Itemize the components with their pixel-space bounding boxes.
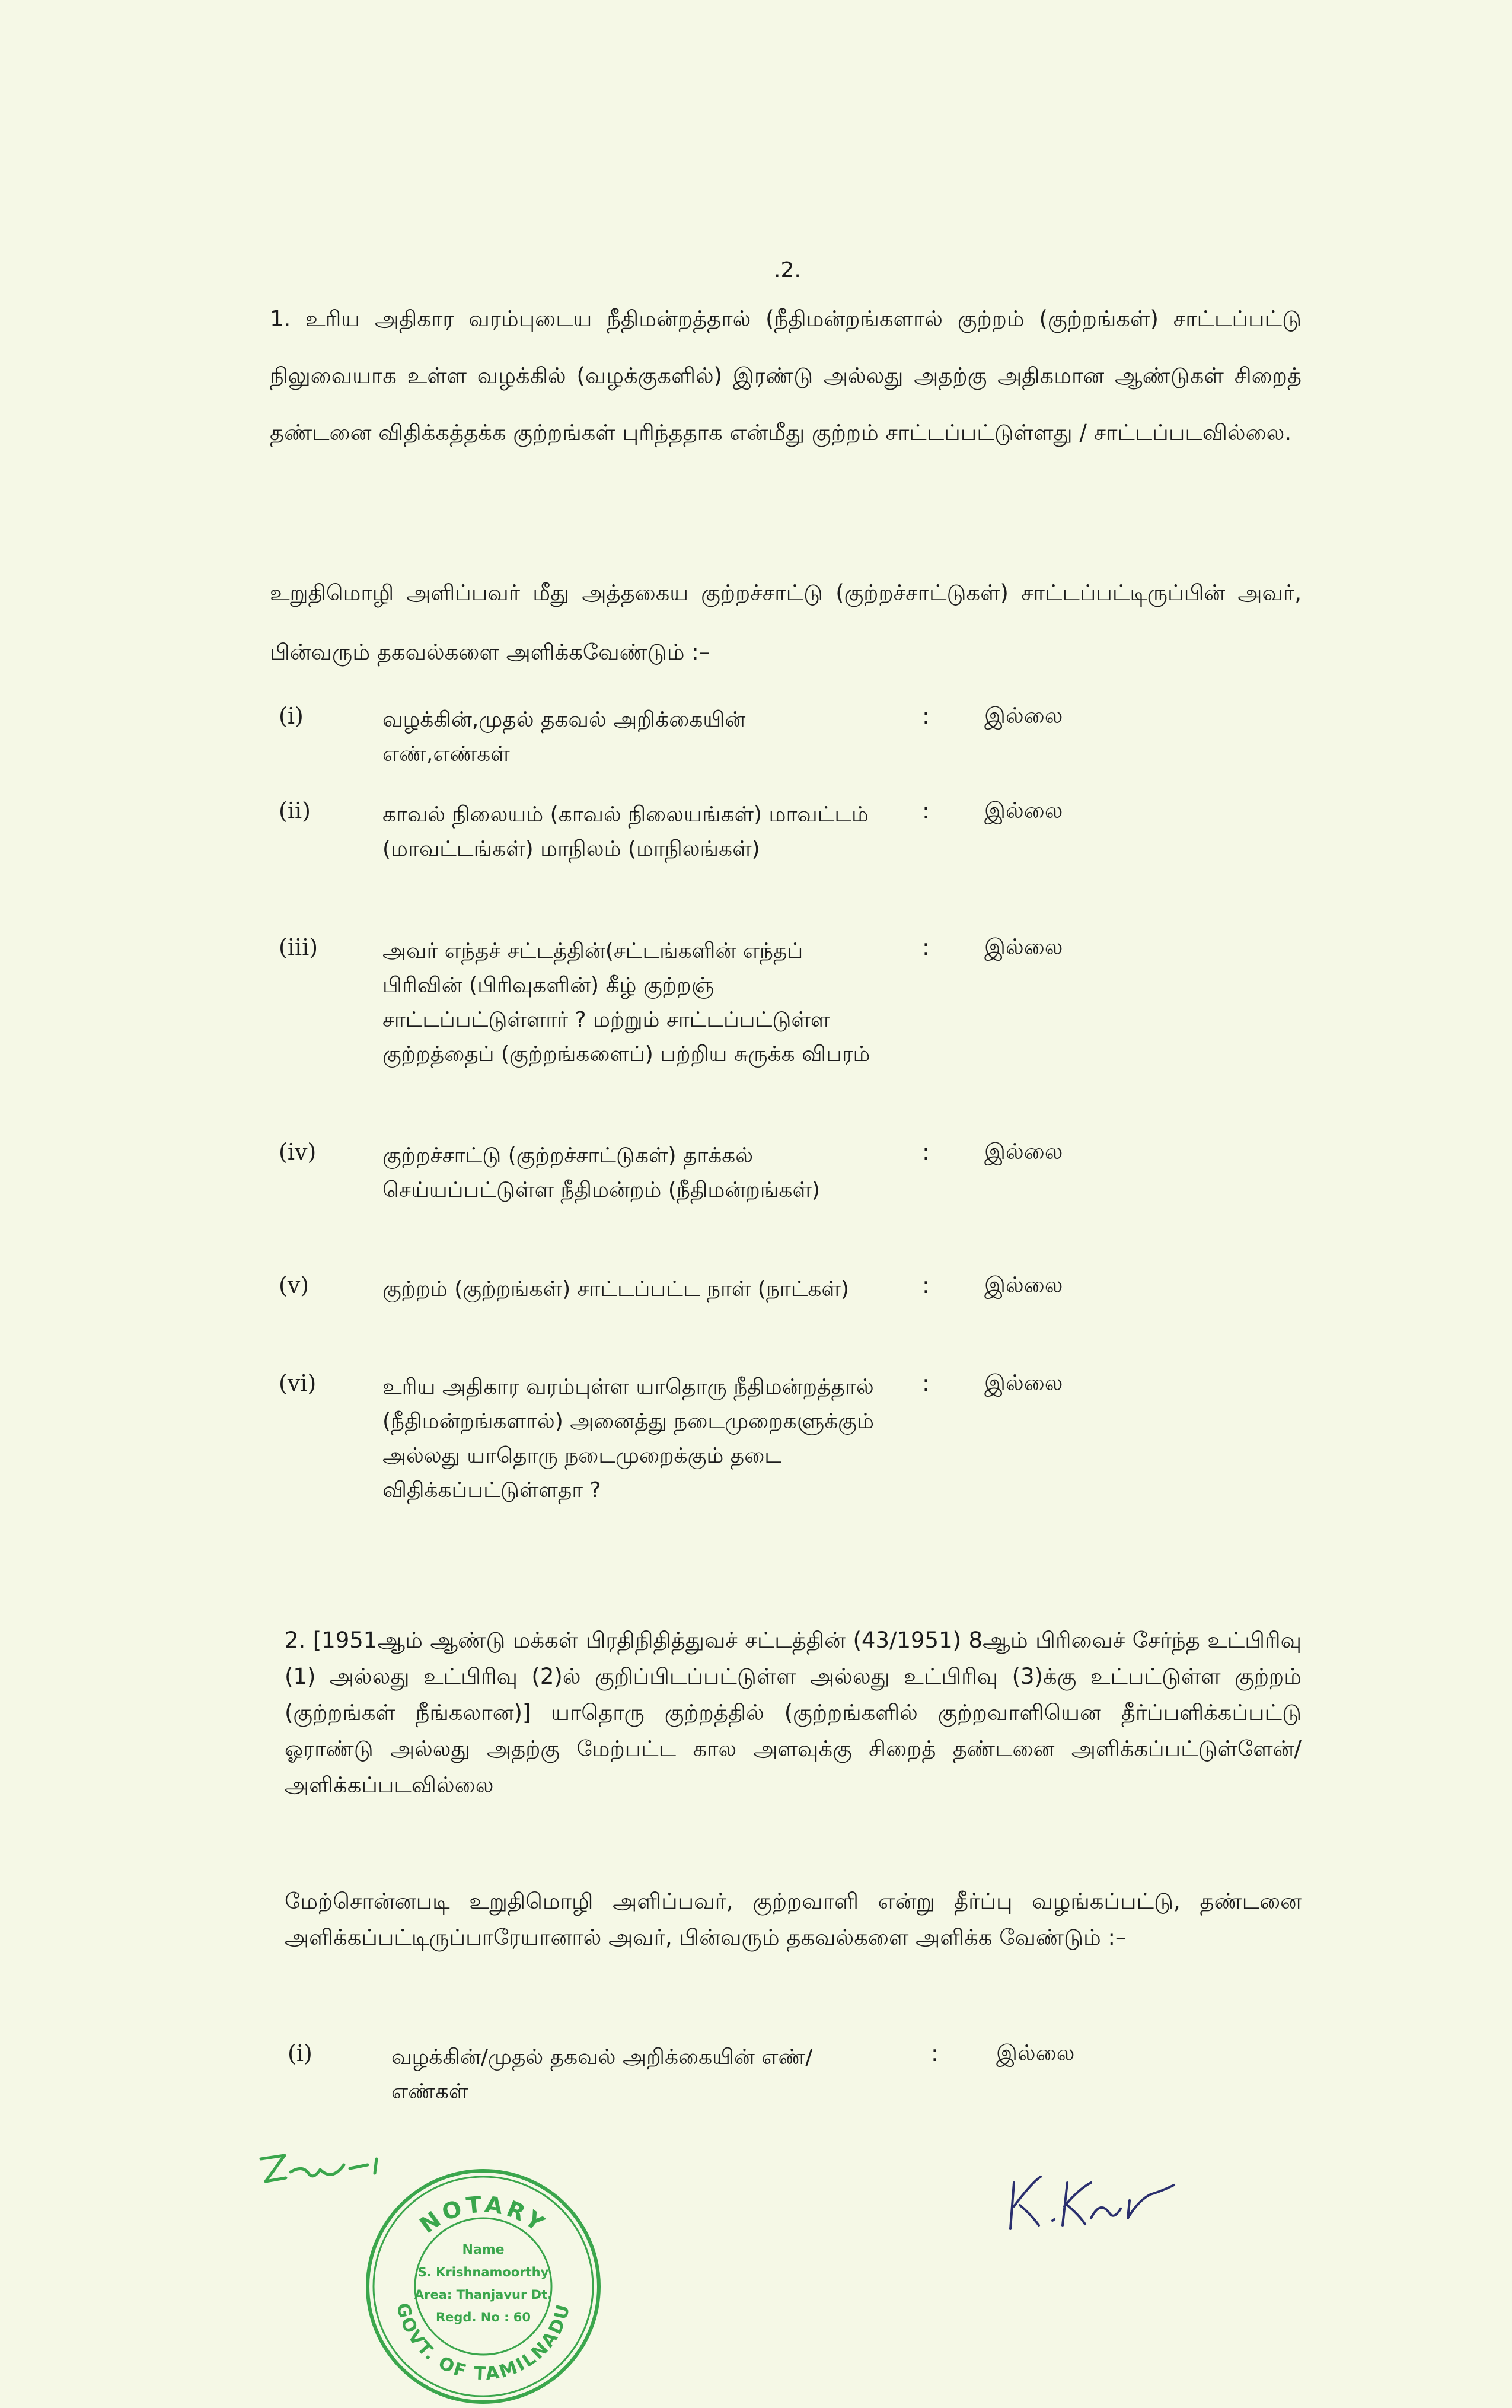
item-label: அவர் எந்தச் சட்டத்தின்(சட்டங்களின் எந்தப் பிரிவின் (பிரிவுகளின்) கீழ் குற்றஞ் சாட்டப்பட்டுள்ளார் ? மற்றும் சாட்டப்பட்டுள்ள குற்றத்தைப் (குற்றங்களைப்) பற்றிய சுருக்க விபரம் xyxy=(382,939,870,1066)
svg-text:NOTARY xyxy=(415,2191,552,2238)
item-label: குற்றச்சாட்டு (குற்றச்சாட்டுகள்) தாக்கல் செய்யப்பட்டுள்ள நீதிமன்றம் (நீதிமன்றங்கள்) xyxy=(382,1144,820,1202)
seal-name: S. Krishnamoorthy xyxy=(417,2265,549,2279)
item-value: இல்லை xyxy=(984,934,1063,960)
item-number: (i) xyxy=(279,703,304,729)
item-number: (i) xyxy=(288,2040,312,2066)
notary-seal-icon xyxy=(362,2165,605,2408)
section2-intro: மேற்சொன்னபடி உறுதிமொழி அளிப்பவர், குற்றவாளி என்று தீர்ப்பு வழங்கப்பட்டு, தண்டனை அளிக்கப்பட்டிருப்பாரேயானால் அவர், பின்வரும் தகவல்களை அளிக்க வேண்டும் :– xyxy=(285,1888,1302,1950)
item-value: இல்லை xyxy=(984,703,1063,728)
seal-bottom-text: GOVT. OF TAMILNADU xyxy=(392,2301,575,2385)
seal-name-label: Name xyxy=(462,2243,505,2257)
section1-intro: உறுதிமொழி அளிப்பவர் மீது அத்தகைய குற்றச்சாட்டு (குற்றச்சாட்டுகள்) சாட்டப்பட்டிருப்பின் அவர், பின்வரும் தகவல்களை அளிக்கவேண்டும் :– xyxy=(270,580,1302,665)
item-value: இல்லை xyxy=(984,1370,1063,1396)
item-label: வழக்கின்,முதல் தகவல் அறிக்கையின் எண்,எண்கள் xyxy=(382,708,746,766)
item-colon: : xyxy=(931,2040,939,2066)
item-number: (iii) xyxy=(279,934,318,960)
item-colon: : xyxy=(922,1139,930,1165)
item-number: (vi) xyxy=(279,1370,317,1396)
seal-area: Area: Thanjavur Dt. xyxy=(414,2288,553,2302)
seal-regd: Regd. No : 60 xyxy=(435,2310,531,2324)
item-colon: : xyxy=(922,1272,930,1298)
section2-paragraph: 2. [1951ஆம் ஆண்டு மக்கள் பிரதிநிதித்துவச் சட்டத்தின் (43/1951) 8ஆம் பிரிவைச் சேர்ந்த உட்பிரிவு (1) அல்லது உட்பிரிவு (2)ல் குறிப்பிடப்பட்டுள்ள அல்லது உட்பிரிவு (3)க்கு உட்பட்டுள்ள குற்றம் (குற்றங்கள் நீங்கலான)] யாதொரு குற்றத்தில் (குற்றங்களில் குற்றவாளியென தீர்ப்பளிக்கப்பட்டு ஓராண்டு அல்லது அதற்கு மேற்பட்ட கால அளவுக்கு சிறைத் தண்டனை அளிக்கப்பட்டுள்ளேன்/ அளிக்கப்படவில்லை xyxy=(285,1627,1302,1798)
item-number: (ii) xyxy=(279,798,311,824)
section1-paragraph: 1. உரிய அதிகார வரம்புடைய நீதிமன்றத்தால் (நீதிமன்றங்களால் குற்றம் (குற்றங்கள்) சாட்டப்பட்டு நிலுவையாக உள்ள வழக்கில் (வழக்குகளில்) இரண்டு அல்லது அதற்கு அதிகமான ஆண்டுகள் சிறைத் தண்டனை விதிக்கத்தக்க குற்றங்கள் புரிந்ததாக என்மீது குற்றம் சாட்டப்பட்டுள்ளது / சாட்டப்படவில்லை. xyxy=(270,306,1302,445)
item-value: இல்லை xyxy=(984,1139,1063,1164)
item-colon: : xyxy=(922,798,930,824)
page-number: .2. xyxy=(774,258,801,282)
signature-icon xyxy=(996,2159,1198,2242)
item-value: இல்லை xyxy=(984,798,1063,823)
item-value: இல்லை xyxy=(996,2040,1075,2066)
item-number: (iv) xyxy=(279,1139,317,1165)
item-colon: : xyxy=(922,1370,930,1396)
item-label: உரிய அதிகார வரம்புள்ள யாதொரு நீதிமன்றத்தால் (நீதிமன்றங்களால்) அனைத்து நடைமுறைகளுக்கும் அல்லது யாதொரு நடைமுறைக்கும் தடை விதிக்கப்பட்டுள்ளதா ? xyxy=(382,1375,874,1502)
seal-top-text: NOTARY xyxy=(414,2191,552,2239)
item-label: குற்றம் (குற்றங்கள்) சாட்டப்பட்ட நாள் (நாட்கள்) xyxy=(382,1277,849,1301)
item-label: காவல் நிலையம் (காவல் நிலையங்கள்) மாவட்டம் (மாவட்டங்கள்) மாநிலம் (மாநிலங்கள்) xyxy=(382,802,869,861)
item-label: வழக்கின்/முதல் தகவல் அறிக்கையின் எண்/எண்கள் xyxy=(391,2045,813,2104)
item-colon: : xyxy=(922,703,930,729)
item-colon: : xyxy=(922,934,930,960)
item-number: (v) xyxy=(279,1272,310,1298)
item-value: இல்லை xyxy=(984,1272,1063,1298)
